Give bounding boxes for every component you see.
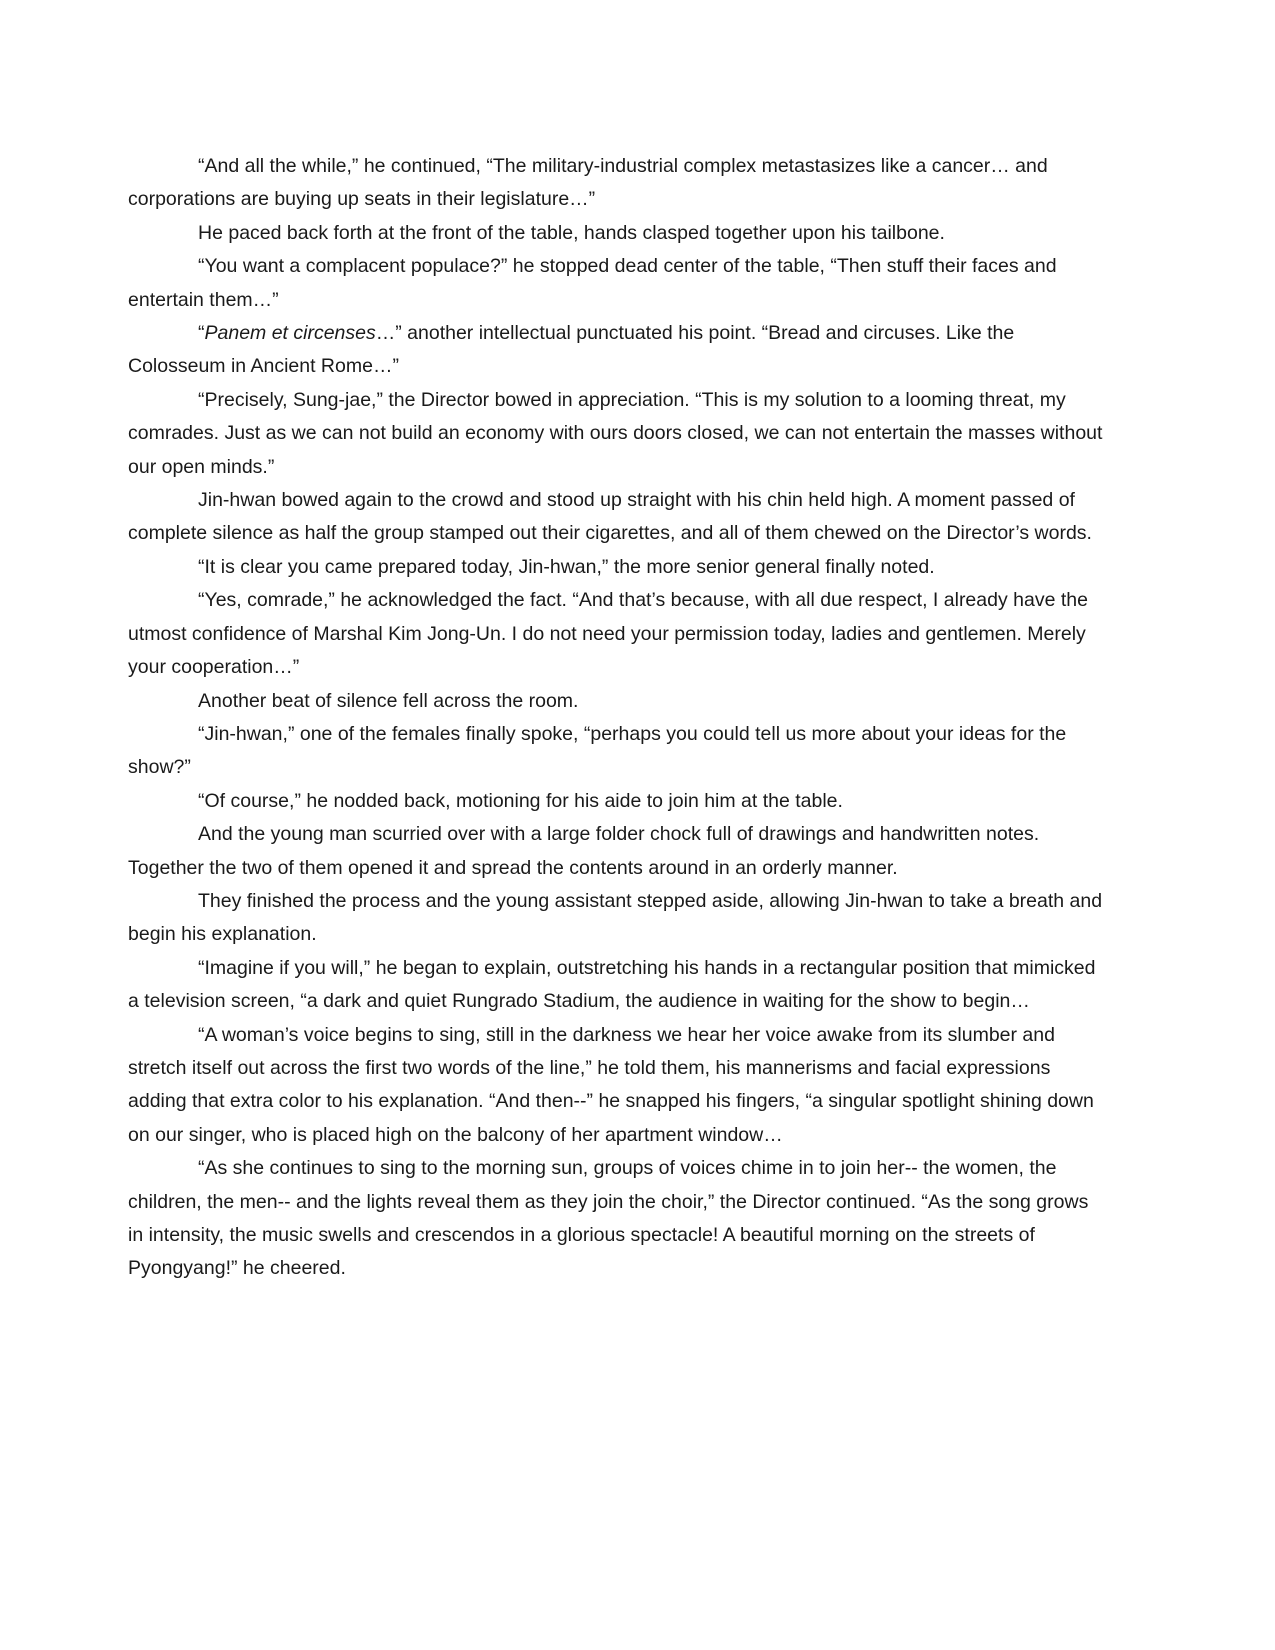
paragraph: And the young man scurried over with a large folder chock full of drawings and handwritten notes. Together the two of them opened it and spread the contents around in an orderly manner. [128,823,1040,879]
paragraph: “Precisely, Sung-jae,” the Director bowed in appreciation. “This is my solution to a looming threat, my comrades. Just as we can not build an economy with ours doors closed, we can not entertain the masses without our open minds.” [128,388,1103,478]
paragraph: “Of course,” he nodded back, motioning for his aide to join him at the table. [198,789,843,812]
panem-italic-phrase: Panem et circenses [204,322,376,345]
paragraph: He paced back forth at the front of the table, hands clasped together upon his tailbone. [198,221,945,244]
paragraph: “Jin-hwan,” one of the females finally spoke, “perhaps you could tell us more about your ideas for the show?” [128,722,1067,779]
panem-rest: …” another intellectual punctuated his point. “Bread and circuses. Like the Colosseum in Ancient Rome…” [128,322,1015,378]
paragraph: “It is clear you came prepared today, Jin-hwan,” the more senior general finally noted. [198,555,935,578]
paragraph: Jin-hwan bowed again to the crowd and stood up straight with his chin held high. A moment passed of complete silence as half the group stamped out their cigarettes, and all of them chewed on the Director’s words. [128,489,1092,545]
paragraph: “And all the while,” he continued, “The military-industrial complex metastasizes like a cancer… and corporations are buying up seats in their legislature…” [128,155,1048,211]
paragraph: Another beat of silence fell across the room. [198,689,579,712]
paragraph: They finished the process and the young assistant stepped aside, allowing Jin-hwan to take a breath and begin his explanation. [128,889,1103,946]
paragraph: “A woman’s voice begins to sing, still in the darkness we hear her voice awake from its slumber and stretch itself out across the first two words of the line,” he told them, his mannerisms and facial expressions adding that extra color to his explanation. “And then--” he snapped his fingers, “a singular spotlight shining down on our singer, who is placed high on the balcony of her apartment window… [128,1023,1094,1146]
paragraph: “As she continues to sing to the morning sun, groups of voices chime in to join her-- the women, the children, the men-- and the lights reveal them as they join the choir,” the Director continued. “As the song grows in intensity, the music swells and crescendos in a glorious spectacle! A beautiful morning on the streets of Pyongyang!” he cheered. [128,1157,1089,1280]
paragraph: “Imagine if you will,” he began to explain, outstretching his hands in a rectangular position that mimicked a television screen, “a dark and quiet Rungrado Stadium, the audience in waiting for the show to begin… [128,956,1096,1013]
paragraph: “Yes, comrade,” he acknowledged the fact. “And that’s because, with all due respect, I already have the utmost confidence of Marshal Kim Jong-Un. I do not need your permission today, ladies and gentlemen. Merely your cooperation…” [128,589,1088,679]
panem-open-quote: “ [198,322,205,345]
document-body [128,150,1108,1286]
paragraph: “You want a complacent populace?” he stopped dead center of the table, “Then stuff their faces and entertain them…” [128,255,1057,311]
paragraph-panem [128,317,1108,384]
